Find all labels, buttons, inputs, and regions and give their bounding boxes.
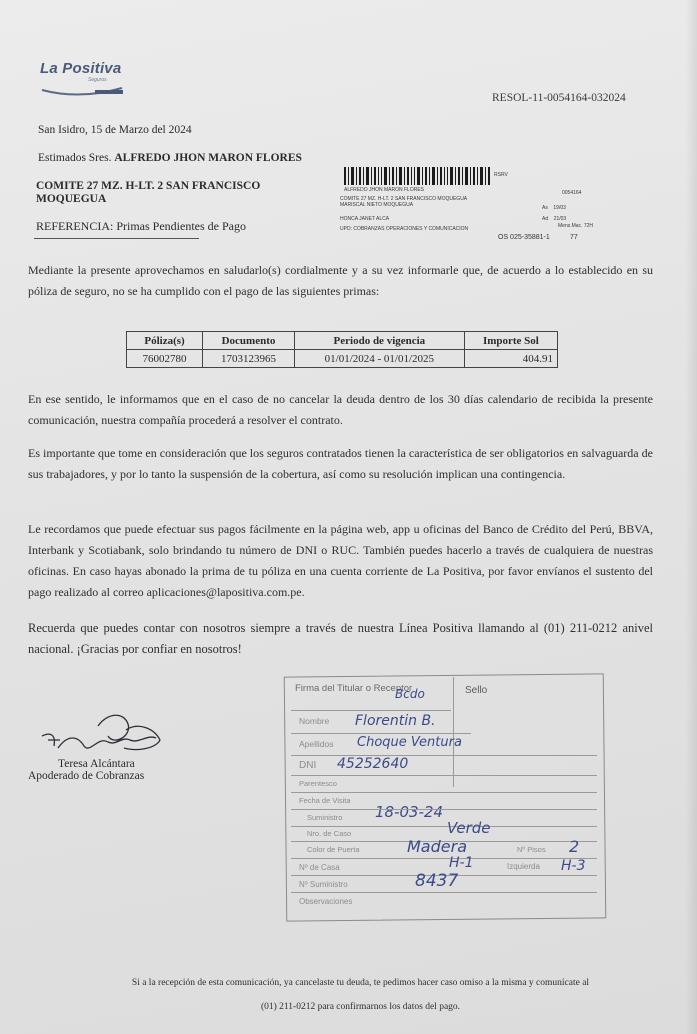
label-suministro: Suministro: [307, 813, 343, 822]
date-line: San Isidro, 15 de Marzo del 2024: [38, 124, 192, 136]
value-apellidos: Choque Ventura: [357, 735, 462, 750]
label-code: 0054164: [562, 190, 582, 196]
col-documento: Documento: [203, 332, 295, 350]
value-dni: 45252640: [337, 756, 409, 772]
address-line-2: MOQUEGUA: [36, 193, 107, 205]
footer-line-1: Si a la recepción de esta comunicación, ya cancelaste tu deuda, te pedimos hacer caso omiso a la misma y comunícate al: [131, 978, 590, 988]
intro-paragraph: Mediante la presente aprovechamos en saludarlo(s) cordialmente y a su vez informarle que, de acuerdo a lo establecido en su póliza de seguro, no se ha cumplido con el pago de las siguientes primas:: [28, 263, 653, 298]
label-caso: Nro. de Caso: [307, 829, 352, 838]
logo-subtitle: Seguros: [88, 77, 107, 83]
label-address-1: COMITE 27 MZ. H-LT. 2 SAN FRANCISCO MOQUEGUA: [340, 196, 468, 202]
value-suministro: 8437: [415, 871, 459, 891]
reference-underline: [34, 238, 199, 239]
label-nro-suministro: Nº Suministro: [299, 880, 348, 889]
signatory-name: Teresa Alcántara: [58, 758, 135, 770]
table-row: [127, 350, 558, 368]
cell-documento: 1703123965: [203, 350, 295, 368]
company-logo: [40, 60, 132, 98]
paragraph-payment: Le recordamos que puede efectuar sus pagos fácilmente en la página web, app u oficinas del Banco de Crédito del Perú, BBVA, Interbank y Scotiabank, solo brindando tu número de DNI o RUC. También puedes hacerlo a través de cualquiera de nuestras oficinas. En caso hayas abonado la prima de tu póliza en una cuenta corriente de La Positiva, por favor envíanos el sustento del pago realizado al correo aplicaciones@lapositiva.com.pe.: [28, 522, 653, 599]
label-k3: Mens.Mac. 72H: [558, 223, 594, 229]
label-name: ALFREDO JHON MARON FLORES: [344, 187, 425, 193]
footer-line-2: (01) 211-0212 para confirmarnos los datos del pago.: [260, 1002, 461, 1012]
label-nro-casa: Nº de Casa: [299, 863, 340, 872]
label-sello: Sello: [465, 685, 488, 696]
label-address-2: MARISCAL NIETO MOQUEGUA: [340, 202, 414, 208]
reference-subject: REFERENCIA: Primas Pendientes de Pago: [36, 219, 246, 233]
label-izquierda: Izquierda: [507, 862, 540, 871]
stamp-divider: [453, 677, 454, 787]
paragraph-contact: Recuerda que puedes contar con nosotros siempre a través de nuestra Línea Positiva llamando al (01) 211-0212 anivel nacional. ¡Gracias por confiar en nosotros!: [28, 621, 653, 656]
table-header-row: [127, 332, 558, 350]
label-parentesco: Parentesco: [299, 779, 337, 788]
cell-periodo: 01/01/2024 - 01/01/2025: [294, 350, 464, 368]
value-caso: Verde: [447, 819, 491, 837]
logo-name: La Positiva: [40, 60, 122, 77]
recipient-name: ALFREDO JHON MARON FLORES: [114, 152, 302, 164]
col-poliza: Póliza(s): [127, 332, 203, 350]
value-pisos: 2: [569, 837, 580, 856]
label-nro-pisos: Nº Pisos: [517, 845, 546, 854]
col-importe: Importe Sol: [464, 332, 557, 350]
page-edge-shadow: [685, 0, 697, 1034]
mailing-label: [336, 162, 592, 246]
label-puerta: Color de Puerta: [307, 845, 360, 854]
label-k2: Ad 21/03: [542, 216, 567, 222]
pending-premiums-table: [126, 331, 558, 368]
label-nombre: Nombre: [299, 716, 330, 726]
greeting-prefix: Estimados Sres.: [38, 152, 112, 164]
cell-importe: 404.91: [464, 350, 557, 368]
reference-code: RESOL-11-0054164-032024: [492, 92, 626, 104]
label-num: 77: [570, 234, 578, 241]
label-firma: Firma del Titular o Receptor: [295, 683, 413, 694]
label-observaciones: Observaciones: [299, 897, 353, 906]
receipt-stamp: [285, 675, 605, 925]
address-line-1: COMITE 27 MZ. H-LT. 2 SAN FRANCISCO: [36, 180, 261, 192]
label-phone: OS 025-35881-1: [498, 234, 550, 241]
value-izquierda: H-3: [561, 858, 586, 874]
signatory-role: Apoderado de Cobranzas: [28, 770, 145, 782]
logo-swoosh-icon: [40, 80, 132, 98]
value-fecha: 18-03-24: [375, 803, 444, 821]
label-agent: HONCA JANET ALCA: [340, 216, 390, 222]
paragraph-deadline: En ese sentido, le informamos que en el caso de no cancelar la deuda dentro de los 30 días calendario de recibida la presente comunicación, nuestra compañía procederá a resolver el contrato.: [28, 392, 653, 427]
barcode-icon: [344, 167, 494, 185]
value-puerta: Madera: [407, 837, 467, 856]
value-nombre: Florentin B.: [355, 713, 436, 729]
label-apellidos: Apellidos: [299, 739, 334, 749]
label-dni: DNI: [299, 760, 317, 771]
label-tag: RSRV: [494, 172, 508, 178]
label-k1: As 19/03: [542, 205, 566, 211]
label-fecha: Fecha de Visita: [299, 796, 351, 805]
greeting: [38, 152, 302, 164]
label-dept: UPD: COBRANZAS OPERACIONES Y COMUNICACION: [340, 226, 469, 232]
cell-poliza: 76002780: [127, 350, 203, 368]
paragraph-obligatory: Es importante que tome en consideración que los seguros contratados tienen la característica de ser obligatorios en salvaguarda de sus trabajadores, y por lo tanto la suspensión de la cobertura, así como su resolución implican una contingencia.: [28, 446, 653, 481]
value-casa: H-1: [449, 855, 474, 871]
handwritten-signature: Bcdo: [395, 687, 425, 701]
col-periodo: Periodo de vigencia: [294, 332, 464, 350]
